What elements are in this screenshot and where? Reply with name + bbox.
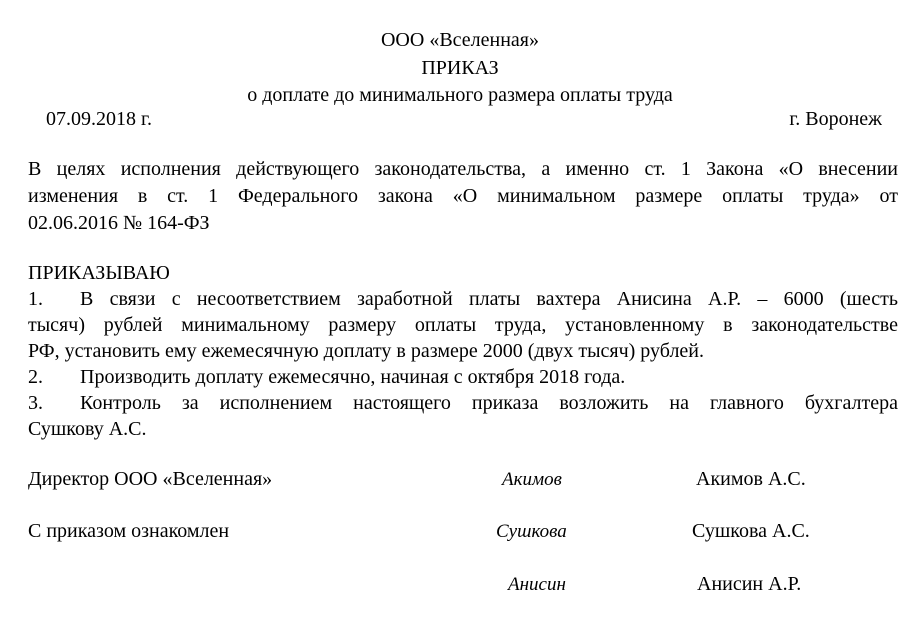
item-2-line-1: Производить доплату ежемесячно, начиная с октября 2018 года. [80,366,626,388]
acknowledgement-label: С приказом ознакомлен [28,520,230,542]
document-city: г. Воронеж [789,108,882,130]
item-2-number: 2. [28,366,43,388]
organization-name: ООО «Вселенная» [380,29,539,51]
preamble-line-1: В целях исполнения действующего законодательства, а именно ст. 1 Закона «О внесении [28,158,898,180]
acknowledger-2-signature: Анисин [508,574,566,595]
document-type: ПРИКАЗ [421,57,499,79]
document-date: 07.09.2018 г. [46,108,152,130]
director-name: Акимов А.С. [696,468,806,490]
director-signature: Акимов [502,469,562,490]
item-1-line-3: РФ, установить ему ежемесячную доплату в размере 2000 (двух тысяч) рублей. [28,340,705,362]
acknowledger-2-name: Анисин А.Р. [697,573,802,595]
item-3-line-1: Контроль за исполнением настоящего приказа возложить на главного бухгалтера [80,392,898,414]
item-3-number: 3. [28,392,43,414]
document-subject: о доплате до минимального размера оплаты труда [247,84,673,106]
item-1-line-2: тысяч) рублей минимальному размеру оплаты труда, установленному в законодательстве [28,314,898,336]
item-1-number: 1. [28,288,43,310]
item-3-line-2: Сушкову А.С. [28,418,147,440]
item-1-line-1: В связи с несоответствием заработной платы вахтера Анисина А.Р. – 6000 (шесть [80,288,898,310]
order-word: ПРИКАЗЫВАЮ [28,262,170,284]
preamble-line-3: 02.06.2016 № 164-ФЗ [28,212,210,234]
acknowledger-1-signature: Сушкова [496,521,567,542]
preamble-line-2: изменения в ст. 1 Федерального закона «О минимальном размере оплаты труда» от [28,185,898,207]
acknowledger-1-name: Сушкова А.С. [692,520,810,542]
director-label: Директор ООО «Вселенная» [28,468,273,490]
